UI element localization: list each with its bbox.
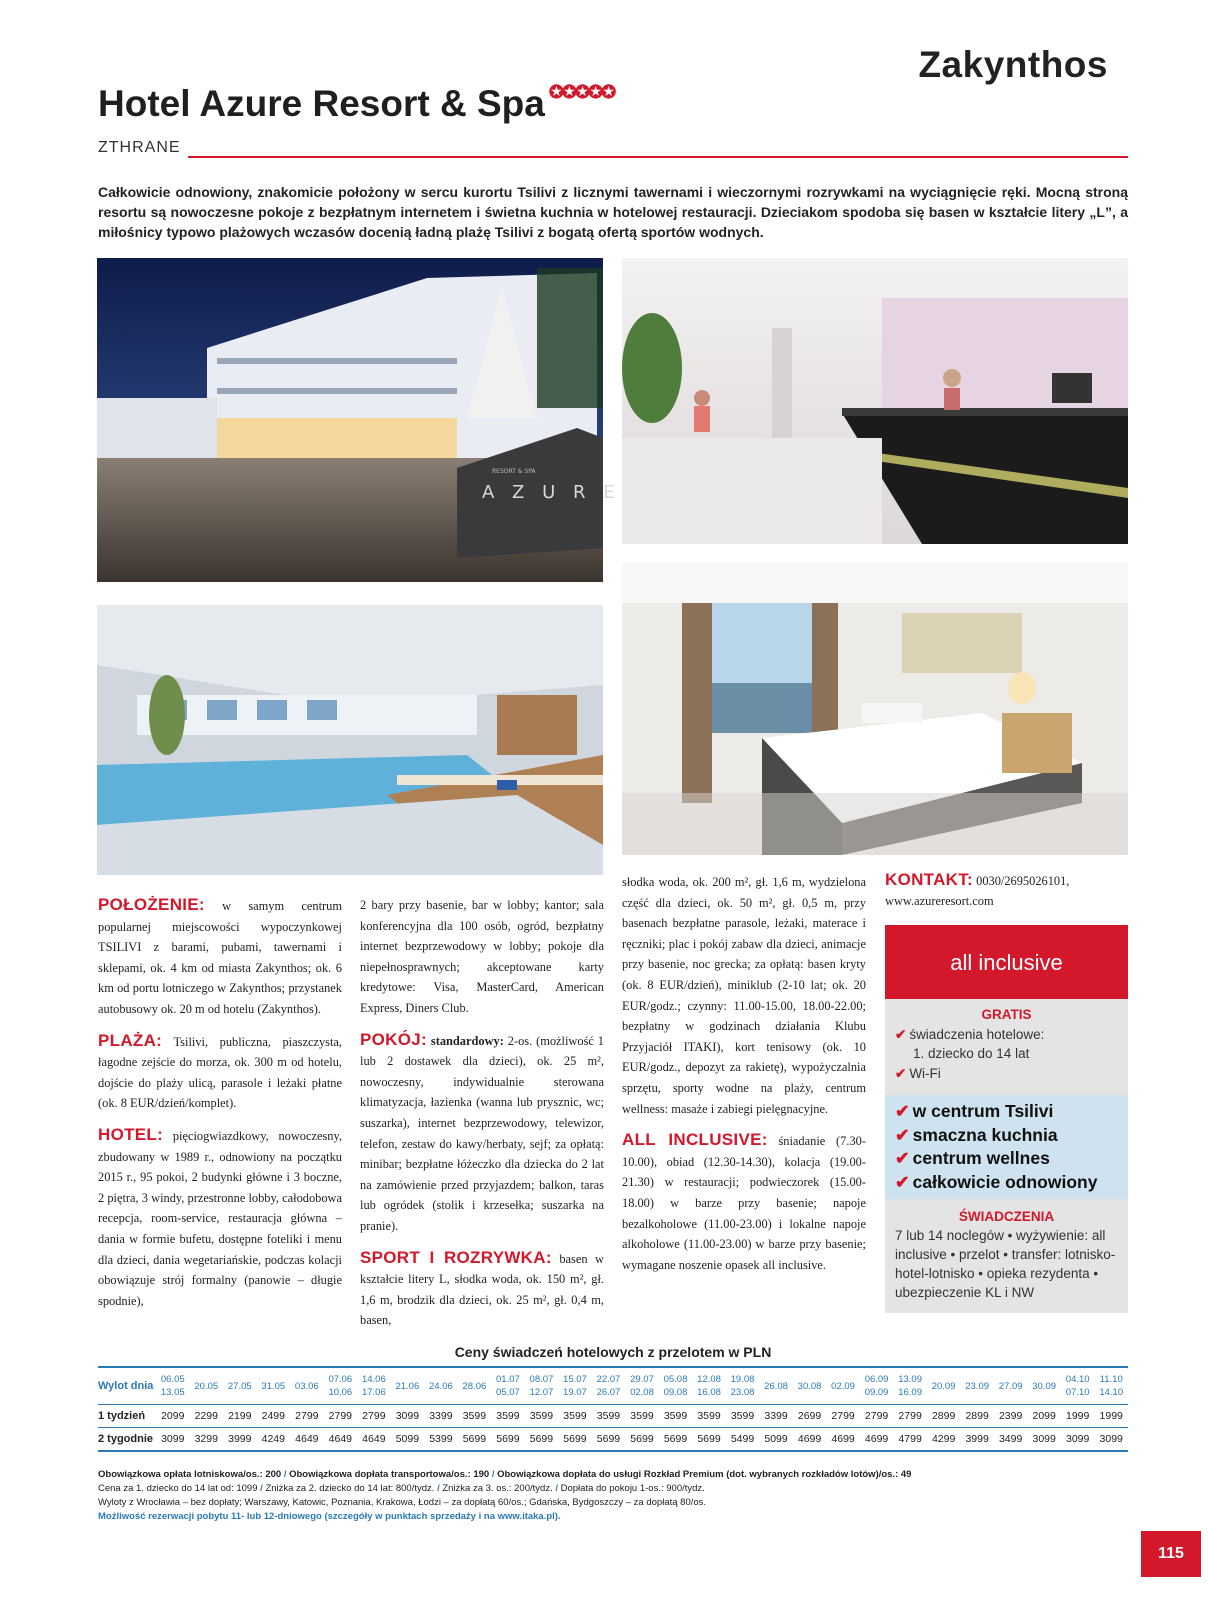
two-weeks-label: 2 tygodnie bbox=[98, 1428, 156, 1452]
one-week-label: 1 tydzień bbox=[98, 1410, 146, 1422]
price-2-weeks: 3099 bbox=[1027, 1428, 1061, 1452]
hotel-text-continued: 2 bary przy basenie, bar w lobby; kantor; sala konferencyjna dla 100 osób, ogród, bezpłatny internet bezprzewodowy w lobby; pokoje dla niepełnosprawnych; akceptowane karty kredytowe: Visa, MasterCard, American Express, Diners Club. bbox=[360, 898, 604, 1015]
departure-date: 28.06 bbox=[462, 1380, 487, 1392]
price-1-week: 2799 bbox=[362, 1410, 386, 1422]
price-2-weeks: 5099 bbox=[391, 1428, 425, 1452]
note-single-room: Dopłata do pokoju 1-os.: 900/tydz. bbox=[560, 1483, 705, 1494]
contact-heading: KONTAKT: bbox=[885, 870, 974, 889]
price-2-weeks: 3999 bbox=[960, 1428, 994, 1452]
departure-date-cell bbox=[525, 1367, 559, 1405]
price-2-weeks: 5699 bbox=[659, 1428, 693, 1452]
board-box bbox=[885, 925, 1128, 999]
price-2-weeks: 5099 bbox=[759, 1428, 793, 1452]
check-icon: ✔ bbox=[895, 1065, 907, 1081]
price-2-weeks: 5699 bbox=[458, 1428, 492, 1452]
price-2-weeks: 3299 bbox=[190, 1428, 224, 1452]
notes-line-2: Cena za 1. dziecko do 14 lat od: 1099 / Zniżka za 2. dziecko do 14 lat: 800/tydz. / Zniżka za 3. os.: 200/tydz. / Dopłata do pokoju 1-os.: 900/tydz. bbox=[98, 1483, 705, 1494]
departure-label: Wylot dnia bbox=[98, 1367, 156, 1405]
departure-date: 14.10 bbox=[1099, 1387, 1124, 1398]
departure-date: 19.08 bbox=[730, 1374, 755, 1385]
pokoj-heading: POKÓJ: bbox=[360, 1029, 427, 1049]
note-reservation: Możliwość rezerwacji pobytu 11- lub 12-dniowego (szczegóły w punktach sprzedaży i na www.itaka.pl). bbox=[98, 1511, 561, 1522]
ai-heading: ALL INCLUSIVE: bbox=[622, 1130, 768, 1150]
gratis-heading: GRATIS bbox=[981, 1007, 1032, 1022]
departure-date: 27.05 bbox=[227, 1380, 252, 1392]
departure-date-cell bbox=[156, 1367, 190, 1405]
departure-date: 17.06 bbox=[361, 1387, 386, 1398]
departure-date: 13.09 bbox=[898, 1374, 922, 1385]
section-plaza bbox=[98, 1031, 342, 1114]
check-icon: ✔ bbox=[895, 1148, 910, 1168]
note-premium-fee: Obowiązkowa dopłata do usługi Rozkład Premium (dot. wybranych rozkładów lotów)/os.: 49 bbox=[497, 1469, 912, 1480]
section-polozenie bbox=[98, 895, 342, 1020]
departure-date: 09.09 bbox=[864, 1387, 889, 1398]
departure-date-cell bbox=[458, 1367, 492, 1405]
section-all-inclusive bbox=[622, 1130, 866, 1275]
note-transport-fee: Obowiązkowa dopłata transportowa/os.: 190 bbox=[289, 1469, 490, 1480]
departure-date-cell bbox=[190, 1367, 224, 1405]
page-number: 115 bbox=[1141, 1531, 1201, 1577]
hotel-title bbox=[98, 82, 614, 125]
sport-heading: SPORT I ROZRYWKA: bbox=[360, 1247, 552, 1267]
departure-date-cell bbox=[860, 1367, 894, 1405]
board-type: all inclusive bbox=[950, 950, 1063, 975]
price-row-2-weeks bbox=[98, 1428, 1128, 1452]
price-1-week: 2099 bbox=[1032, 1410, 1056, 1422]
departure-date: 27.09 bbox=[998, 1380, 1023, 1392]
price-1-week: 2899 bbox=[931, 1410, 956, 1422]
departure-date: 03.06 bbox=[294, 1380, 319, 1392]
departure-date: 29.07 bbox=[630, 1374, 654, 1385]
price-2-weeks: 4299 bbox=[927, 1428, 961, 1452]
departure-date: 02.08 bbox=[630, 1387, 654, 1398]
hotel-heading: HOTEL: bbox=[98, 1124, 164, 1144]
departure-date-cell bbox=[927, 1367, 961, 1405]
price-1-week: 2799 bbox=[898, 1410, 922, 1422]
section-sport bbox=[360, 1248, 604, 1331]
hotel-text: pięciogwiazdkowy, nowoczesny, zbudowany w 1989 r., odnowiony na początku 2015 r., 95 pokoi, 2 budynki główne i 3 boczne, 2 piętra, 3 windy, przestronne lobby, całodobowa recepcja, room-service, restauracja główna – dania w formie bufetu, dostępne foteliki i menu dla dzieci, dania wegetariańskie, podczas kolacji obowiązuje strój formalny (panowie – długie spodnie), bbox=[98, 1128, 342, 1308]
departure-date: 24.06 bbox=[428, 1380, 453, 1392]
header-divider bbox=[188, 156, 1128, 158]
section-pokoj bbox=[360, 1030, 604, 1237]
photo-lobby bbox=[622, 258, 1128, 544]
departure-date: 09.08 bbox=[663, 1387, 688, 1398]
sport-text: basen w kształcie litery L, słodka woda, ok. 150 m², gł. 1,6 m, brodzik dla dzieci, ok. 25 m², gł. 0,4 m, basen, bbox=[360, 1251, 604, 1328]
sport-text-continued: słodka woda, ok. 200 m², gł. 1,6 m, wydzielona część dla dzieci, ok. 50 m², gł. 0,5 m, przy basenach bezpłatne parasole, leżaki, materace i ręczniki; plac i pokój zabaw dla dzieci, animacje przy basenie, noc grecka; za opłatą: basen kryty (ok. 8 EUR/dzień), miniklub (2-10 lat; ok. 20 EUR/godz.; czynny: 11.00-15.00, 18.00-22.00; bezpłatny w godzinach działania Klubu Przyjaciół ITAKI), kort tenisowy (ok. 10 EUR/godz., depozyt za rakietę), wypożyczalnia sprzętu, sporty wodne na plaży, centrum wellness: masaże i zabiegi pielęgnacyjne. bbox=[622, 875, 866, 1116]
price-1-week: 3599 bbox=[462, 1410, 487, 1422]
note-child-price: Cena za 1. dziecko do 14 lat od: 1099 bbox=[98, 1483, 258, 1494]
departure-date-cell bbox=[793, 1367, 827, 1405]
departure-date-cell bbox=[659, 1367, 693, 1405]
departure-date: 21.06 bbox=[395, 1380, 420, 1392]
price-1-week: 3599 bbox=[697, 1410, 721, 1422]
price-2-weeks: 5699 bbox=[525, 1428, 559, 1452]
departure-date-cell bbox=[826, 1367, 860, 1405]
departure-date-cell bbox=[324, 1367, 358, 1405]
check-icon: ✔ bbox=[895, 1101, 910, 1121]
contact-info bbox=[885, 870, 1125, 911]
departure-date: 04.10 bbox=[1065, 1374, 1090, 1385]
price-1-week: 3399 bbox=[429, 1410, 453, 1422]
departure-date-cell bbox=[257, 1367, 291, 1405]
text-column-1 bbox=[98, 895, 342, 1322]
departure-date: 30.09 bbox=[1032, 1380, 1057, 1392]
star-rating-icon: ✪✪✪✪✪ bbox=[548, 82, 615, 102]
price-2-weeks: 5699 bbox=[491, 1428, 525, 1452]
swiadczenia-text: 7 lub 14 noclegów • wyżywienie: all inclusive • przelot • transfer: lotnisko-hotel-lotnisko • opieka rezydenta • ubezpieczenie KL i NW bbox=[895, 1228, 1116, 1300]
departure-date-cell bbox=[1094, 1367, 1128, 1405]
departure-date-cell bbox=[692, 1367, 726, 1405]
polozenie-text: w samym centrum popularnej miejscowości wypoczynkowej TSILIVI z barami, pubami, tawernami i sklepami, ok. 4 km od miasta Zakynthos; ok. 6 km od portu lotniczego w Zakynthos; przystanek autobusowy ok. 20 m od hotelu (Zakynthos). bbox=[98, 899, 342, 1016]
price-1-week: 3599 bbox=[529, 1410, 554, 1422]
polozenie-heading: POŁOŻENIE: bbox=[98, 895, 205, 914]
price-1-week: 2399 bbox=[998, 1410, 1023, 1422]
departure-date: 07.10 bbox=[1065, 1387, 1090, 1398]
price-1-week: 3599 bbox=[563, 1410, 587, 1422]
price-2-weeks: 4649 bbox=[357, 1428, 391, 1452]
price-1-week: 1999 bbox=[1066, 1410, 1090, 1422]
hotel-code: ZTHRANE bbox=[98, 139, 181, 156]
price-2-weeks: 5699 bbox=[692, 1428, 726, 1452]
price-2-weeks: 5699 bbox=[625, 1428, 659, 1452]
price-2-weeks: 4249 bbox=[257, 1428, 291, 1452]
departure-date-cell bbox=[726, 1367, 760, 1405]
plaza-heading: PLAŻA: bbox=[98, 1030, 163, 1050]
departure-date-cell bbox=[290, 1367, 324, 1405]
departure-date-cell bbox=[1061, 1367, 1095, 1405]
departure-date: 05.07 bbox=[496, 1387, 520, 1398]
departure-date: 22.07 bbox=[596, 1374, 621, 1385]
price-1-week: 2799 bbox=[864, 1410, 889, 1422]
departure-date: 06.09 bbox=[864, 1374, 889, 1385]
departure-date: 16.09 bbox=[898, 1387, 922, 1398]
sign-text: A Z U R E bbox=[482, 482, 621, 503]
photo-exterior bbox=[97, 258, 621, 582]
departure-date: 01.07 bbox=[496, 1374, 520, 1385]
price-2-weeks: 4799 bbox=[893, 1428, 927, 1452]
departure-date: 13.05 bbox=[160, 1387, 185, 1398]
price-2-weeks: 3099 bbox=[1061, 1428, 1095, 1452]
departure-date-cell bbox=[893, 1367, 927, 1405]
price-2-weeks: 5699 bbox=[558, 1428, 592, 1452]
departure-date: 08.07 bbox=[529, 1374, 554, 1385]
section-hotel bbox=[98, 1125, 342, 1311]
price-2-weeks: 5499 bbox=[726, 1428, 760, 1452]
highlight-item: całkowicie odnowiony bbox=[912, 1171, 1098, 1192]
price-1-week: 3399 bbox=[764, 1410, 788, 1422]
gratis-item-1: świadczenia hotelowe: bbox=[909, 1026, 1045, 1042]
price-2-weeks: 4699 bbox=[793, 1428, 827, 1452]
departure-date: 12.08 bbox=[697, 1374, 721, 1385]
gratis-box bbox=[885, 999, 1128, 1095]
departure-date: 11.10 bbox=[1099, 1374, 1123, 1385]
price-row-1-week bbox=[98, 1405, 1128, 1428]
departure-date: 23.08 bbox=[730, 1387, 755, 1398]
departure-date-cell bbox=[759, 1367, 793, 1405]
departure-date-cell bbox=[391, 1367, 425, 1405]
price-2-weeks: 4699 bbox=[860, 1428, 894, 1452]
price-1-week: 3599 bbox=[596, 1410, 621, 1422]
departure-date: 07.06 bbox=[328, 1374, 353, 1385]
highlight-item: centrum wellnes bbox=[912, 1148, 1050, 1168]
note-departures: Wyloty z Wrocławia – bez dopłaty; Warszawy, Katowic, Poznania, Krakowa, Łodzi – za dopłatą 60/os.; Gdańska, Bydgoszczy – za dopłatą 80/os. bbox=[98, 1497, 707, 1508]
price-1-week: 2799 bbox=[328, 1410, 353, 1422]
region-title: Zakynthos bbox=[918, 44, 1108, 85]
text-column-2 bbox=[360, 895, 604, 1342]
plaza-text: Tsilivi, publiczna, piaszczysta, łagodne zejście do morza, ok. 300 m od hotelu, dojście do plaży ulicą, parasole i leżaki płatne (ok. 8 EUR/dzień/komplet). bbox=[98, 1034, 343, 1111]
price-2-weeks: 3499 bbox=[994, 1428, 1028, 1452]
departure-date: 15.07 bbox=[563, 1374, 587, 1385]
gratis-item-1b: 1. dziecko do 14 lat bbox=[913, 1046, 1030, 1061]
departure-date: 31.05 bbox=[261, 1380, 286, 1392]
price-1-week: 2799 bbox=[831, 1410, 855, 1422]
note-third-person: Zniżka za 3. os.: 200/tydz. bbox=[442, 1483, 553, 1494]
notes-line-1: Obowiązkowa opłata lotniskowa/os.: 200 / Obowiązkowa dopłata transportowa/os.: 190 / Obowiązkowa dopłata do usługi Rozkład Premium (dot. wybranych rozkładów lotów)/os.: 49 bbox=[98, 1469, 912, 1480]
departure-date: 12.07 bbox=[529, 1387, 554, 1398]
photo-indoor-pool bbox=[97, 605, 603, 875]
note-second-child: Zniżka za 2. dziecko do 14 lat: 800/tydz. bbox=[265, 1483, 435, 1494]
departure-date: 20.09 bbox=[931, 1380, 956, 1392]
price-2-weeks: 3099 bbox=[1094, 1428, 1128, 1452]
price-1-week: 3099 bbox=[395, 1410, 420, 1422]
check-icon: ✔ bbox=[895, 1171, 910, 1192]
departure-dates-row bbox=[98, 1367, 1128, 1405]
departure-date: 16.08 bbox=[697, 1387, 721, 1398]
contact-website[interactable]: www.azureresort.com bbox=[885, 894, 994, 908]
price-2-weeks: 5399 bbox=[424, 1428, 458, 1452]
price-1-week: 2799 bbox=[295, 1410, 319, 1422]
check-icon: ✔ bbox=[895, 1026, 907, 1042]
departure-date: 26.08 bbox=[764, 1380, 788, 1392]
price-1-week: 3599 bbox=[663, 1410, 688, 1422]
departure-date-cell bbox=[960, 1367, 994, 1405]
highlight-item: smaczna kuchnia bbox=[912, 1124, 1058, 1145]
gratis-item-2: Wi-Fi bbox=[909, 1065, 941, 1081]
price-1-week: 2499 bbox=[261, 1410, 285, 1422]
hotel-code-row bbox=[98, 139, 1128, 159]
departure-date-cell bbox=[994, 1367, 1028, 1405]
price-1-week: 2199 bbox=[228, 1410, 252, 1422]
price-table bbox=[98, 1366, 1128, 1452]
departure-date-cell bbox=[491, 1367, 525, 1405]
departure-date: 26.07 bbox=[596, 1387, 621, 1398]
departure-date: 06.05 bbox=[160, 1374, 185, 1385]
departure-date-cell bbox=[592, 1367, 626, 1405]
departure-date: 19.07 bbox=[563, 1387, 587, 1398]
price-1-week: 1999 bbox=[1099, 1410, 1123, 1422]
note-airport-fee: Obowiązkowa opłata lotniskowa/os.: 200 bbox=[98, 1469, 282, 1480]
price-2-weeks: 4649 bbox=[290, 1428, 324, 1452]
departure-date-cell bbox=[558, 1367, 592, 1405]
departure-date: 05.08 bbox=[663, 1374, 688, 1385]
check-icon: ✔ bbox=[895, 1124, 910, 1145]
pokoj-text: 2-os. (możliwość 1 lub 2 dostawek dla dzieci), ok. 25 m², nowoczesny, indywidualnie sterowana klimatyzacja, łazienka (wanna lub prysznic, wc; suszarka), internet bezprzewodowy, telewizor, telefon, zestaw do kawy/herbaty, sejf; za opłatą: minibar; bezpłatne łóżeczko dla dziecka do 2 lat na zamówienie przed przyjazdem; balkon, taras lub ogródek (stolik i krzesełka; suszarka na pranie). bbox=[360, 1033, 604, 1233]
pokoj-type: standardowy: bbox=[430, 1033, 504, 1048]
price-table-title: Ceny świadczeń hotelowych z przelotem w PLN bbox=[454, 1344, 772, 1360]
contact-phone: 0030/2695026101, bbox=[976, 874, 1070, 888]
departure-date: 14.06 bbox=[361, 1374, 386, 1385]
departure-date: 02.09 bbox=[831, 1380, 855, 1392]
departure-date: 10.06 bbox=[328, 1387, 353, 1398]
price-2-weeks: 3999 bbox=[223, 1428, 257, 1452]
departure-date-cell bbox=[357, 1367, 391, 1405]
ai-text: śniadanie (7.30-10.00), obiad (12.30-14.30), kolacja (19.00-21.30) w restauracji; podwieczorek (15.00-18.00) w barze przy basenie; napoje bezalkoholowe (11.00-23.00) i lokalne napoje alkoholowe (11.00-23.00) w barze przy basenie; wymagane noszenie opasek all inclusive. bbox=[622, 1134, 866, 1272]
swiadczenia-heading: ŚWIADCZENIA bbox=[958, 1209, 1055, 1224]
photo-bedroom bbox=[622, 563, 1128, 855]
price-2-weeks: 5699 bbox=[592, 1428, 626, 1452]
highlights-box bbox=[885, 1095, 1128, 1199]
departure-date-cell bbox=[625, 1367, 659, 1405]
hotel-name: Hotel Azure Resort & Spa bbox=[98, 83, 545, 124]
price-1-week: 2699 bbox=[797, 1410, 822, 1422]
price-2-weeks: 4649 bbox=[324, 1428, 358, 1452]
price-2-weeks: 3099 bbox=[156, 1428, 190, 1452]
departure-date-cell bbox=[424, 1367, 458, 1405]
text-column-3 bbox=[622, 872, 866, 1286]
departure-date-cell bbox=[223, 1367, 257, 1405]
sign-subtext: RESORT & SPA bbox=[492, 468, 536, 475]
intro-text: Całkowicie odnowiony, znakomicie położony w sercu kurortu Tsilivi z licznymi tawernami i wieczornymi rozrywkami na wyciągnięcie ręki. Mocną stroną resortu są nowoczesne pokoje z bezpłatnym internetem i świetna kuchnia w hotelowej restauracji. Dzieciakom spodoba się basen w kształcie litery „L”, a miłośnicy typowo plażowych wczasów docenią ładną plażę Tsilivi z bogatą ofertą sportów wodnych. bbox=[98, 184, 1128, 240]
price-1-week: 3599 bbox=[630, 1410, 654, 1422]
price-1-week: 2899 bbox=[965, 1410, 989, 1422]
departure-date: 20.05 bbox=[194, 1380, 219, 1392]
swiadczenia-box bbox=[885, 1199, 1128, 1313]
price-2-weeks: 4699 bbox=[826, 1428, 860, 1452]
price-1-week: 2299 bbox=[194, 1410, 218, 1422]
price-1-week: 3599 bbox=[730, 1410, 755, 1422]
departure-date-cell bbox=[1027, 1367, 1061, 1405]
price-1-week: 2099 bbox=[161, 1410, 185, 1422]
price-1-week: 3599 bbox=[496, 1410, 520, 1422]
price-notes bbox=[98, 1468, 1128, 1524]
departure-date: 30.08 bbox=[797, 1380, 822, 1392]
highlight-item: w centrum Tsilivi bbox=[912, 1101, 1054, 1121]
departure-date: 23.09 bbox=[965, 1380, 990, 1392]
